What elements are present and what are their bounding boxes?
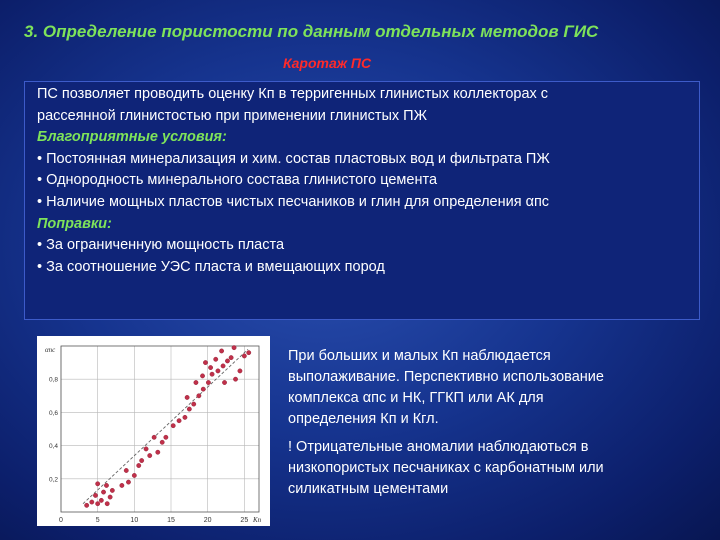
data-point [238,369,242,373]
correction-item: • За ограниченную мощность пласта [37,237,285,254]
data-point [229,355,233,359]
data-point [171,423,175,427]
data-point [126,480,130,484]
scatter-chart-svg [37,336,270,526]
correction-item: • За соотношение УЭС пласта и вмещающих пород [37,258,385,275]
note-line: определения Кп и Кгл. [288,411,439,427]
x-tick-label: 5 [95,517,100,524]
data-point [222,380,226,384]
scatter-chart [37,336,270,526]
x-tick-label: 10 [130,517,139,524]
note-line: выполаживание. Перспективно использование [288,369,604,385]
data-point [95,502,99,506]
favorable-item: • Постоянная минерализация и хим. состав пластовых вод и фильтрата ПЖ [37,150,550,167]
x-tick-label: 15 [167,517,175,524]
x-tick-label: 25 [240,517,249,524]
data-point [104,483,108,487]
slide-title: 3. Определение пористости по данным отдельных методов ГИС [24,22,599,41]
data-point [137,463,141,467]
data-point [105,502,109,506]
y-tick-label: 0,8 [48,376,58,384]
y-tick-label: 0,6 [48,409,58,417]
data-point [90,500,94,504]
intro-line: рассеянной глинистостью при применении глинистых ПЖ [37,107,427,124]
data-point [225,359,229,363]
data-point [139,458,143,462]
data-point [99,498,103,502]
data-point [214,357,218,361]
warning-line: силикатным цементами [288,481,449,497]
data-point [219,349,223,353]
corrections-heading: Поправки: [37,215,112,232]
data-point [242,354,246,358]
data-point [164,435,168,439]
data-point [183,415,187,419]
data-point [101,490,105,494]
data-point [247,350,251,354]
data-point [208,365,212,369]
y-tick-label: 0,2 [48,476,58,484]
y-axis-label: αпс [45,346,56,354]
warning-line: низкопористых песчаниках с карбонатным или [288,460,604,476]
x-tick-label: 20 [203,517,212,524]
data-point [192,402,196,406]
trend-line [83,349,248,503]
data-point [206,380,210,384]
data-point [200,374,204,378]
data-point [120,483,124,487]
intro-line: ПС позволяет проводить оценку Кп в терригенных глинистых коллекторах с [37,86,549,102]
data-point [203,360,207,364]
favorable-heading: Благоприятные условия: [37,129,227,146]
data-point [177,419,181,423]
data-point [95,482,99,486]
warning-line: ! Отрицательные аномалии наблюдаються в [288,439,589,455]
right-text [288,346,698,500]
slide-subtitle: Каротаж ПС [283,55,372,71]
body-text [37,84,687,278]
data-point [93,493,97,497]
favorable-item: • Однородность минерального состава глинистого цемента [37,172,438,189]
data-point [144,447,148,451]
x-axis-label: Кп [253,516,262,524]
x-tick-label: 0 [59,517,63,524]
data-point [160,440,164,444]
plot-frame [61,346,259,512]
data-point [148,453,152,457]
data-point [216,369,220,373]
data-point [185,395,189,399]
note-line: При больших и малых Кп наблюдается [288,348,551,364]
data-point [232,345,236,349]
data-point [221,364,225,368]
data-point [152,435,156,439]
data-point [233,377,237,381]
data-point [124,468,128,472]
data-point [108,495,112,499]
favorable-item: • Наличие мощных пластов чистых песчаников и глин для определения αпс [37,193,550,210]
y-tick-label: 0,4 [48,443,58,451]
data-point [210,372,214,376]
data-point [156,450,160,454]
data-point [110,488,114,492]
data-point [132,473,136,477]
data-point [84,503,88,507]
data-point [201,387,205,391]
data-point [194,380,198,384]
data-point [197,394,201,398]
note-line: комплекса αпс и НК, ГГКП или АК для [288,390,544,406]
data-point [187,407,191,411]
